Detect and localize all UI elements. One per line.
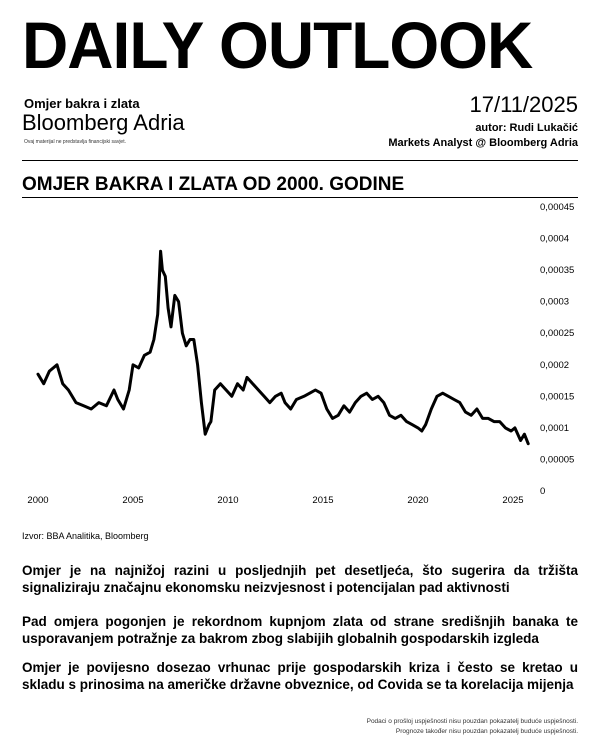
author-name: autor: Rudi Lukačić <box>475 122 578 134</box>
x-tick-label: 2010 <box>217 495 239 506</box>
footer-disclaimer-1: Podaci o prošloj uspješnosti nisu pouzdan pokazatelj buduće uspješnosti. <box>366 718 578 725</box>
y-axis <box>540 202 574 497</box>
series-line-copper-gold-ratio <box>38 251 528 444</box>
paragraph-3: Omjer je povijesno dosezao vrhunac prije gospodarskih kriza i često se kretao u skladu s prinosima na američke državne obveznice, od Covida se ta korelacija mijenja <box>22 660 578 692</box>
y-tick-label: 0,00025 <box>540 328 575 340</box>
masthead-title: DAILY OUTLOOK <box>22 8 533 82</box>
report-subtitle: Omjer bakra i zlata <box>24 96 140 111</box>
report-date: 17/11/2025 <box>469 92 578 117</box>
line-chart <box>0 195 600 520</box>
x-tick-label: 2025 <box>502 495 524 506</box>
y-tick-label: 0,00045 <box>540 202 575 213</box>
y-tick-label: 0,0004 <box>540 233 570 245</box>
x-tick-label: 2020 <box>407 495 429 506</box>
source-note: Izvor: BBA Analitika, Bloomberg <box>22 531 149 541</box>
y-tick-label: 0,00035 <box>540 265 575 277</box>
small-disclaimer: Ovaj materijal ne predstavlja financijski savjet. <box>24 139 126 145</box>
paragraph-1: Omjer je na najnižoj razini u posljednjih pet desetljeća, što sugerira da tržišta signaliziraju značajnu ekonomsku neizvjesnost i potencijalan pad aktivnosti <box>22 563 578 595</box>
x-tick-label: 2015 <box>312 495 334 506</box>
header-divider <box>22 160 578 161</box>
brand-name: Bloomberg Adria <box>22 110 185 135</box>
y-tick-label: 0 <box>540 486 546 497</box>
y-tick-label: 0,0002 <box>540 359 570 371</box>
footer-disclaimer-2: Prognoze također nisu pouzdan pokazatelj buduće uspješnosti. <box>395 728 578 735</box>
y-tick-label: 0,0001 <box>540 422 570 434</box>
x-axis <box>27 495 523 506</box>
y-tick-label: 0,00015 <box>540 391 575 403</box>
chart-title: OMJER BAKRA I ZLATA OD 2000. GODINE <box>22 174 405 195</box>
author-role: Markets Analyst @ Bloomberg Adria <box>388 137 578 149</box>
x-tick-label: 2000 <box>27 495 49 506</box>
x-tick-label: 2005 <box>122 495 144 506</box>
y-tick-label: 0,0003 <box>540 296 570 308</box>
paragraph-2: Pad omjera pogonjen je rekordnom kupnjom zlata od strane središnjih banaka te usporavanjem potražnje za bakrom zbog slabijih globalnih gospodarskih izgleda <box>22 614 578 646</box>
y-tick-label: 0,00005 <box>540 454 575 466</box>
